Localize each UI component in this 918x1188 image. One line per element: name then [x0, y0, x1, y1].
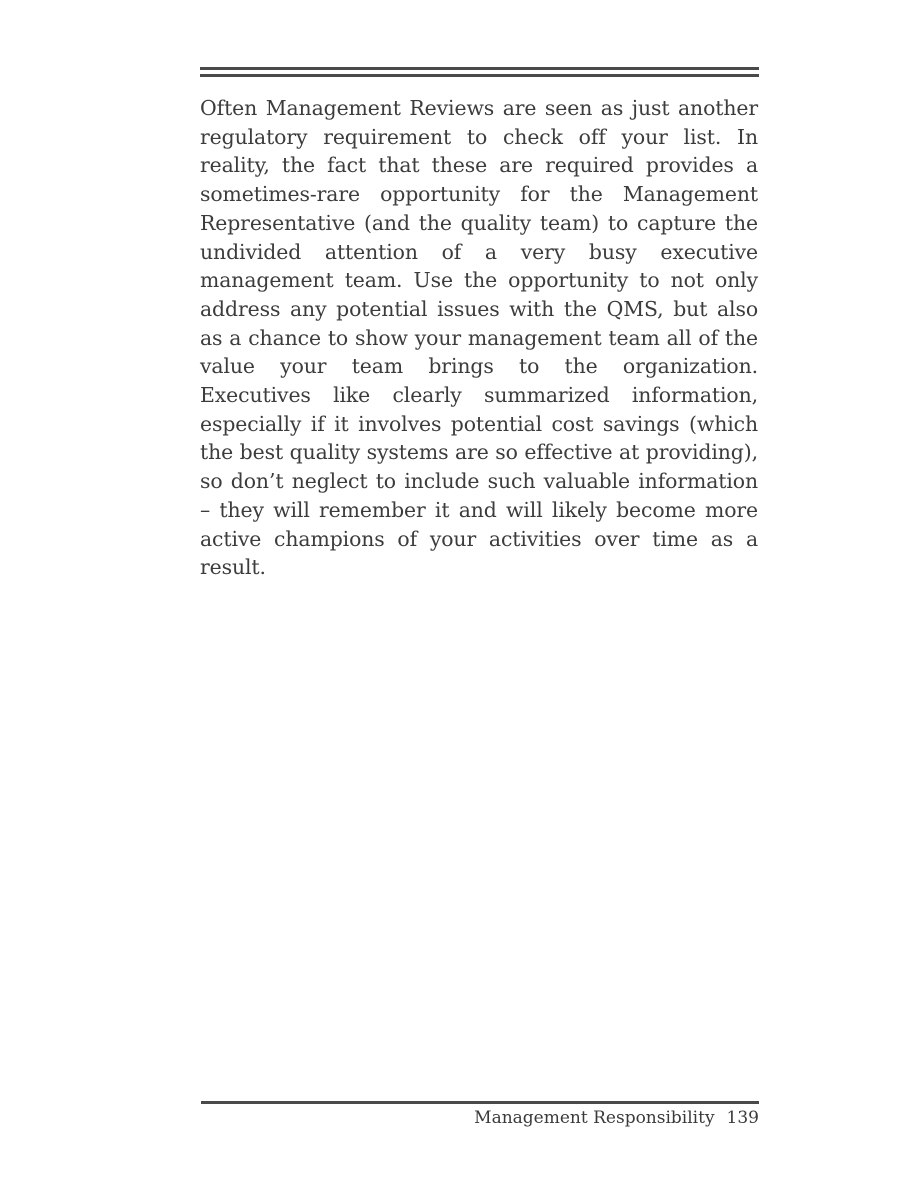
top-rule — [200, 67, 759, 70]
running-title: Management Responsibility — [474, 1108, 715, 1128]
body-paragraph: Often Management Reviews are seen as just another regulatory requirement to check off your list. In reality, the fact that these are required provides a sometimes-rare opportunity for the Management Representative (and the quality team) to capture the undivided attention of a very busy executive management team. Use the opportunity to not only address any potential issues with the QMS, but also as a chance to show your management team all of the value your team brings to the organization. Executives like clearly summarized information, especially if it involves potential cost savings (which the best quality systems are so effective at providing), so don’t neglect to include such valuable information – they will remember it and will likely become more active champions of your activities over time as a result. — [200, 96, 758, 580]
page-number: 139 — [726, 1108, 759, 1128]
page-footer — [474, 1108, 759, 1128]
top-rule-double — [200, 74, 759, 77]
footer-rule — [201, 1101, 759, 1104]
